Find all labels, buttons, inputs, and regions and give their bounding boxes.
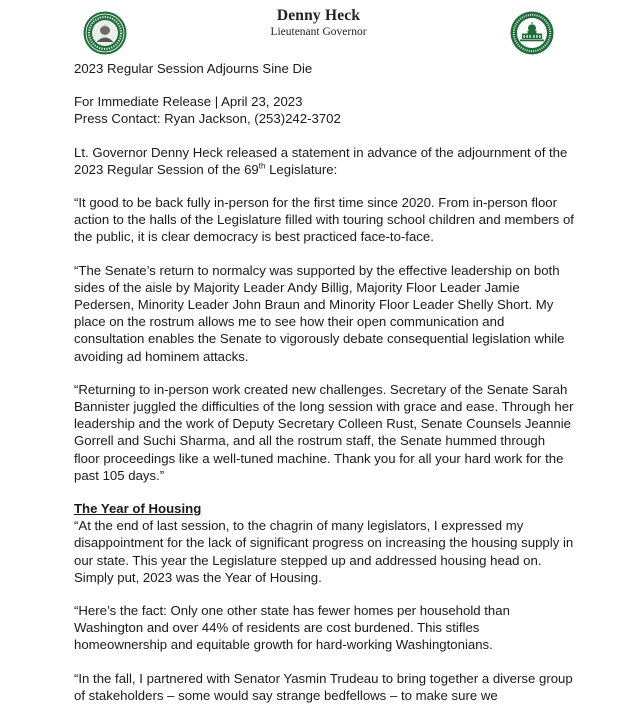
ordinal-suffix: th <box>258 161 266 171</box>
quote-paragraph-6: “In the fall, I partnered with Senator Yasmin Trudeau to bring together a diverse group of stakeholders – some would say strange bedfellows – to make sure we <box>74 670 573 703</box>
letterhead <box>0 0 637 60</box>
official-title: Lieutenant Governor <box>270 26 367 38</box>
quote-paragraph-3: “Returning to in-person work created new challenges. Secretary of the Senate Sarah Bannister juggled the difficulties of the long session with grace and ease. Through her leadership and the work of Deputy Secretary Colleen Rust, Senate Counsels Jeannie Gorrell and Suchi Sharma, and all the rostrum staff, the Senate hummed through floor proceedings like a well-tuned machine. Thank you for all your hard work for the past 105 days.” <box>74 381 574 483</box>
section-heading: The Year of Housing <box>74 501 202 517</box>
quote-paragraph-1: “It good to be back fully in-person for the first time since 2020. From in-person floor action to the halls of the Legislature filled with touring school children and members of the public, it is clear democracy is best practiced face-to-face. <box>74 195 574 245</box>
quote-paragraph-2: “The Senate’s return to normalcy was supported by the effective leadership on both sides of the aisle by Majority Leader Andy Billig, Majority Floor Leader Jamie Pedersen, Minority Leader John Braun and Minority Floor Leader Shelly Short. My place on the rostrum allows me to see how their open communication and consultation enables the Senate to vigorously debate consequential legislation while avoiding ad hominem attacks. <box>74 262 565 364</box>
lieutenant-governor-capitol-seal-icon <box>510 11 554 55</box>
intro-text-end: Legislature: <box>265 161 338 177</box>
press-contact-line: Press Contact: Ryan Jackson, (253)242-3702 <box>74 111 341 127</box>
document-body <box>74 60 574 720</box>
intro-text: Lt. Governor Denny Heck released a statement in advance of the adjournment of the 2023 Regular Session of the 69 <box>74 144 568 177</box>
release-line: For Immediate Release | April 23, 2023 <box>74 94 303 110</box>
quote-paragraph-4: “At the end of last session, to the chagrin of many legislators, I expressed my disappointment for the lack of significant progress on increasing the housing supply in our state. This year the Legislature stepped up and addressed housing head on. Simply put, 2023 was the Year of Housing. <box>74 518 574 585</box>
headline: 2023 Regular Session Adjourns Sine Die <box>74 61 313 76</box>
intro-paragraph <box>74 144 574 178</box>
quote-paragraph-5: “Here’s the fact: Only one other state has fewer homes per household than Washington and over 44% of residents are cost burdened. This stifles homeownership and equitable growth for hard-working Washingtonians. <box>74 603 510 653</box>
official-name: Denny Heck <box>276 7 361 24</box>
